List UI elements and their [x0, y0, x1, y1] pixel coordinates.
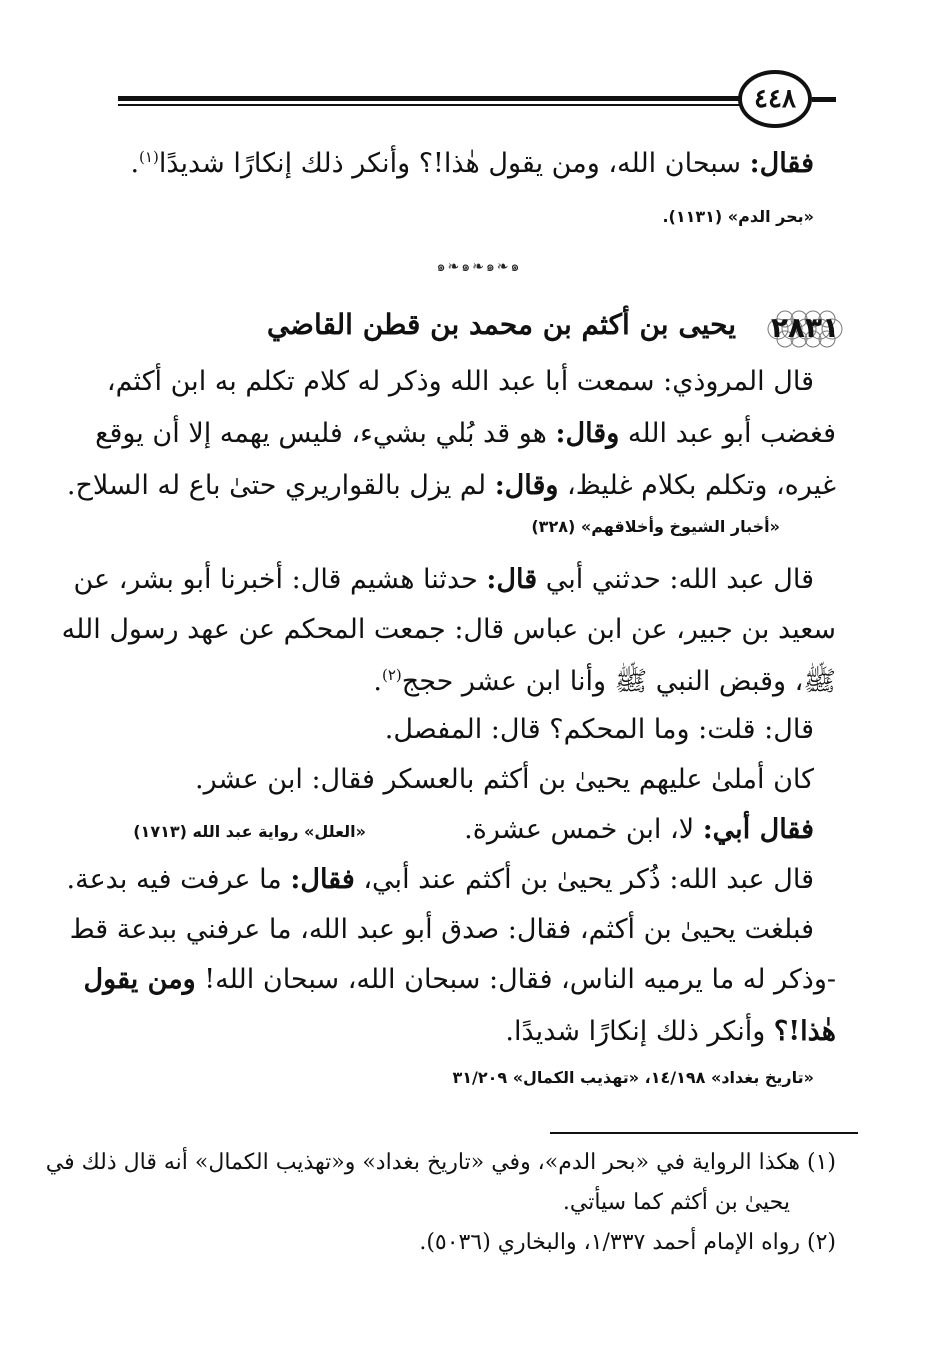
p1-source: «أخبار الشيوخ وأخلاقهم» (٣٢٨) [531, 517, 780, 536]
footnote-1-line-2: يحيىٰ بن أكثم كما سيأتي. [562, 1190, 790, 1215]
p3-l3-text-a: -وذكر له ما يرميه الناس، فقال: سبحان الله، سبحان الله! [195, 964, 836, 995]
entry-number: ٢٨٣١ [770, 311, 840, 344]
page-number: ٤٤٨ [738, 70, 812, 128]
p2-source: «العلل» رواية عبد الله (١٧١٣) [133, 822, 366, 841]
footnote-ref-1: (١) [139, 148, 159, 166]
p2-l1-text-a: قال عبد الله: حدثني أبي [537, 564, 814, 595]
p3-line-2: فبلغت يحيىٰ بن أكثم، فقال: صدق أبو عبد الله، ما عرفني ببدعة قط [69, 914, 814, 945]
p1-line-2 [60, 418, 836, 449]
footnote-1-line-1: (١) هكذا الرواية في «بحر الدم»، وفي «تاريخ بغداد» و«تهذيب الكمال» أنه قال ذلك في [45, 1150, 836, 1175]
header-rule-thin [118, 104, 740, 106]
p2-line-5: كان أملىٰ عليهم يحيىٰ بن أكثم بالعسكر فقال: ابن عشر. [195, 764, 814, 795]
p1-l3-text-c: لم يزل بالقواريري حتىٰ باع له السلاح. [66, 470, 495, 501]
p2-line-6 [420, 814, 814, 845]
p3-l4-text: وأنكر ذلك إنكارًا شديدًا. [505, 1016, 774, 1047]
p2-l3-end: . [373, 666, 382, 697]
p3-l1-qal: فقال: [290, 864, 355, 895]
p3-l4-bold: هٰذا!؟ [773, 1016, 836, 1047]
p3-l3-text-b: ومن يقول [83, 964, 196, 995]
footnote-2: (٢) رواه الإمام أحمد ١/٣٣٧، والبخاري (٥٠٣٦). [419, 1230, 836, 1255]
p1-l2-text-a: فغضب أبو عبد الله [619, 418, 836, 449]
p1-line-3 [60, 470, 836, 501]
section-ornament: ๑❧๑❧๑❧๑ [436, 259, 522, 275]
p3-l1-text-c: ما عرفت فيه بدعة. [66, 864, 291, 895]
p3-line-1 [66, 864, 814, 895]
top-quote-text: سبحان الله، ومن يقول هٰذا!؟ وأنكر ذلك إنكارًا شديدًا [158, 148, 750, 179]
header-rule-thick [118, 96, 740, 101]
top-quote-line [100, 148, 814, 179]
p2-l6-text: لا، ابن خمس عشرة. [464, 814, 703, 845]
p1-l2-qal: وقال: [555, 418, 620, 449]
p2-l3-text: ﷺ، وقبض النبي ﷺ وأنا ابن عشر حجج [401, 666, 836, 697]
p2-l1-text-c: حدثنا هشيم قال: أخبرنا أبو بشر، عن [73, 564, 487, 595]
p1-line-1: قال المروذي: سمعت أبا عبد الله وذكر له كلام تكلم به ابن أكثم، [106, 366, 814, 397]
p2-line-2: سعيد بن جبير، عن ابن عباس قال: جمعت المحكم عن عهد رسول الله [61, 614, 836, 645]
p3-l1-text-a: قال عبد الله: ذُكر يحيىٰ بن أكثم عند أبي، [354, 864, 814, 895]
top-quote-end: . [130, 148, 140, 179]
footnote-ref-2: (٢) [382, 666, 402, 684]
header-rule-right [812, 97, 836, 102]
entry-number-badge [766, 305, 844, 353]
top-source: «بحر الدم» (١١٣١). [662, 207, 814, 226]
p2-line-1 [60, 564, 814, 595]
entry-title: يحيى بن أكثم بن محمد بن قطن القاضي [266, 308, 736, 341]
p2-l1-qal: قال: [486, 564, 538, 595]
p3-source: «تاريخ بغداد» ١٤/١٩٨، «تهذيب الكمال» ٣١/٢٠٩ [452, 1068, 814, 1087]
p2-l6-abi: فقال أبي: [702, 814, 814, 845]
p1-l3-qal: وقال: [494, 470, 559, 501]
qal-bold: فقال: [749, 148, 814, 179]
footnote-separator [550, 1132, 858, 1134]
p3-line-4 [300, 1016, 836, 1047]
p3-line-3 [60, 964, 836, 995]
p2-line-4: قال: قلت: وما المحكم؟ قال: المفصل. [384, 714, 814, 745]
p1-l2-text-c: هو قد بُلي بشيء، فليس يهمه إلا أن يوقع [95, 418, 556, 449]
p1-l3-text-a: غيره، وتكلم بكلام غليظ، [558, 470, 836, 501]
p2-line-3 [300, 664, 836, 704]
